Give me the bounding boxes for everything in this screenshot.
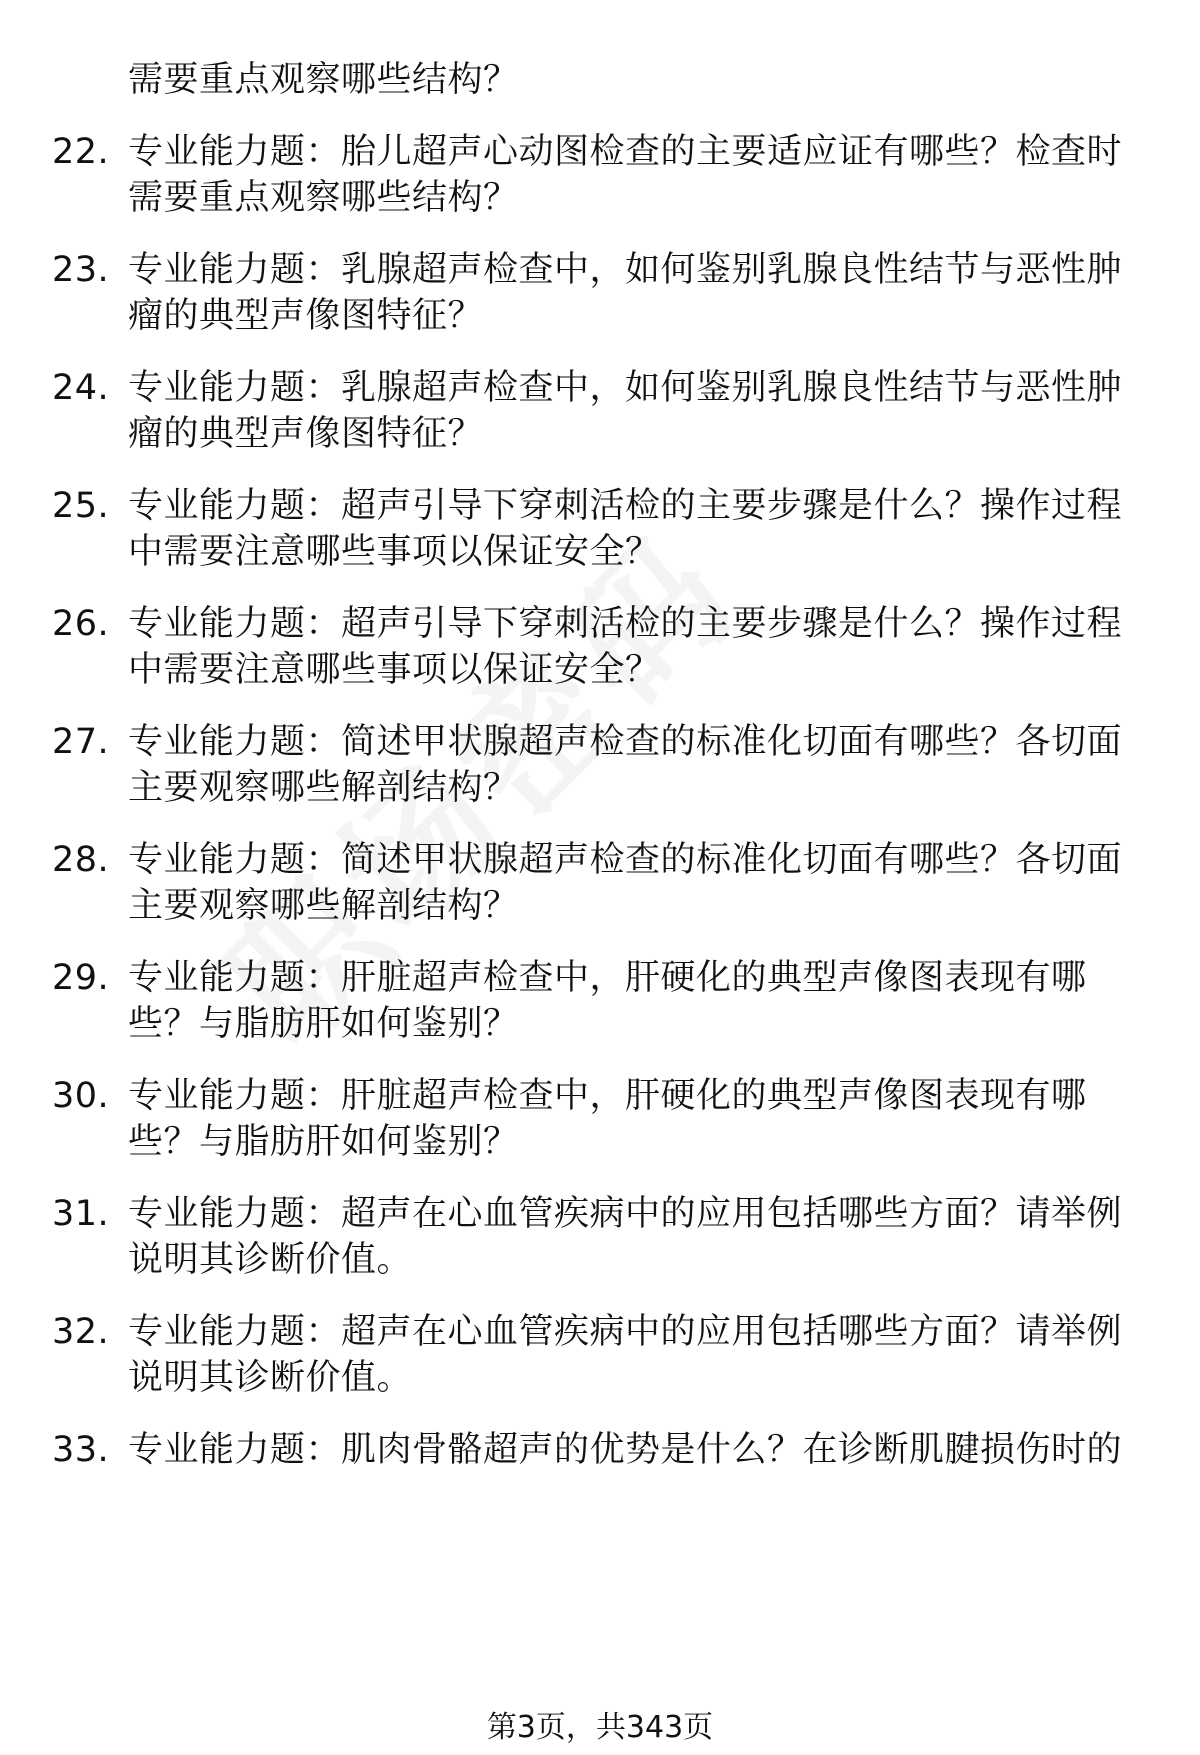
page-footer: 第3页，共343页 [486, 1710, 714, 1745]
item-line: 瘤的典型声像图特征？ [128, 296, 484, 336]
item-line: 专业能力题：乳腺超声检查中，如何鉴别乳腺良性结节与恶性肿 [128, 368, 1123, 408]
item-line: 需要重点观察哪些结构？ [128, 178, 519, 218]
item-number: 23. [52, 250, 110, 290]
item-number: 25. [52, 486, 110, 526]
item-line: 中需要注意哪些事项以保证安全？ [128, 650, 661, 690]
item-line: 主要观察哪些解剖结构？ [128, 886, 519, 926]
item-number: 22. [52, 132, 110, 172]
item-number: 26. [52, 604, 110, 644]
item-number: 33. [52, 1430, 110, 1470]
item-line: 专业能力题：肝脏超声检查中，肝硬化的典型声像图表现有哪 [128, 1076, 1087, 1116]
item-line: 专业能力题：简述甲状腺超声检查的标准化切面有哪些？各切面 [128, 722, 1123, 762]
item-number: 31. [52, 1194, 110, 1234]
item-line: 专业能力题：肝脏超声检查中，肝硬化的典型声像图表现有哪 [128, 958, 1087, 998]
item-number: 27. [52, 722, 110, 762]
item-line: 些？与脂肪肝如何鉴别？ [128, 1004, 519, 1044]
item-line: 说明其诊断价值。 [128, 1240, 413, 1280]
item-line: 些？与脂肪肝如何鉴别？ [128, 1122, 519, 1162]
item-line: 中需要注意哪些事项以保证安全？ [128, 532, 661, 572]
item-line: 专业能力题：超声引导下穿刺活检的主要步骤是什么？操作过程 [128, 604, 1123, 644]
item-line: 专业能力题：超声在心血管疾病中的应用包括哪些方面？请举例 [128, 1312, 1123, 1352]
item-number: 24. [52, 368, 110, 408]
item-line: 瘤的典型声像图特征？ [128, 414, 484, 454]
item-line: 专业能力题：超声引导下穿刺活检的主要步骤是什么？操作过程 [128, 486, 1123, 526]
item-line: 专业能力题：简述甲状腺超声检查的标准化切面有哪些？各切面 [128, 840, 1123, 880]
item-line: 说明其诊断价值。 [128, 1358, 413, 1398]
item-line: 专业能力题：超声在心血管疾病中的应用包括哪些方面？请举例 [128, 1194, 1123, 1234]
item-line: 专业能力题：乳腺超声检查中，如何鉴别乳腺良性结节与恶性肿 [128, 250, 1123, 290]
item-number: 28. [52, 840, 110, 880]
item-line: 专业能力题：胎儿超声心动图检查的主要适应证有哪些？检查时 [128, 132, 1123, 172]
item-line: 专业能力题：肌肉骨骼超声的优势是什么？在诊断肌腱损伤时的 [128, 1430, 1123, 1470]
item-line: 主要观察哪些解剖结构？ [128, 768, 519, 808]
item-number: 30. [52, 1076, 110, 1116]
continuation-line: 需要重点观察哪些结构？ [128, 60, 519, 100]
item-number: 32. [52, 1312, 110, 1352]
item-number: 29. [52, 958, 110, 998]
